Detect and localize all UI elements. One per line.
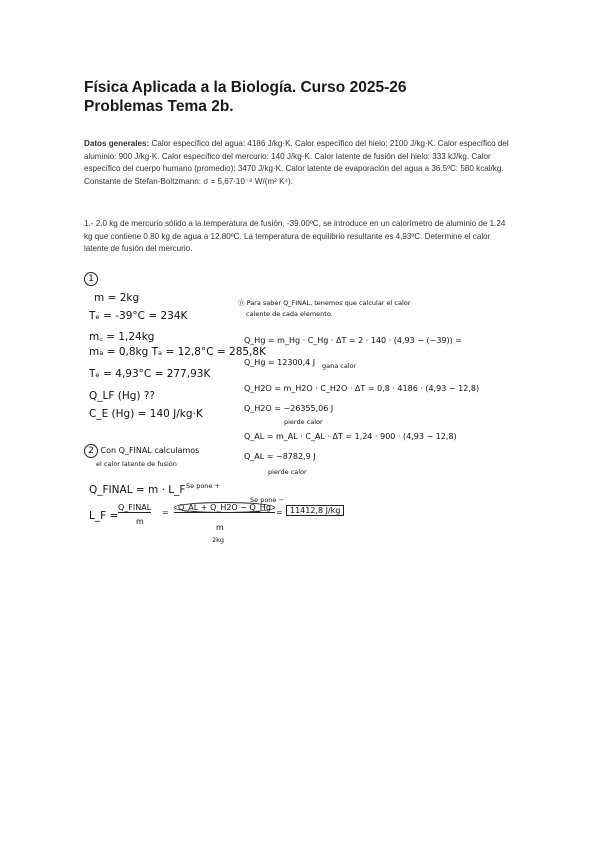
hw-pierde-calor-1: pierde calor xyxy=(284,418,323,426)
hw-fusion-temp: Tₑ = -39°C = 234K xyxy=(89,310,188,322)
hw-lf-lhs: L_F = xyxy=(89,510,119,522)
hw-qal-eq: Q_AL = m_AL · C_AL · ΔT = 1,24 · 900 · (4,93 − 12,8) xyxy=(244,432,457,441)
title-line-2: Problemas Tema 2b. xyxy=(84,98,234,115)
hw-equilibrium-temp: Tₑ = 4,93°C = 277,93K xyxy=(89,368,211,380)
step-1-marker: 1 xyxy=(84,272,98,286)
hw-specific-heat-hg: C_E (Hg) = 140 J/kg·K xyxy=(89,408,203,420)
step-2-marker: 2 xyxy=(84,444,98,458)
hw-qfinal-eq: Q_FINAL = m · L_F xyxy=(89,484,186,496)
hw-mass: m = 2kg xyxy=(94,292,140,304)
step-0-subtitle: calente de cada elemento. xyxy=(246,310,333,318)
general-data-paragraph xyxy=(84,138,512,188)
hw-qhg-note: gana calor xyxy=(322,362,357,370)
hw-lf-frac-num: Q_FINAL xyxy=(118,503,152,512)
title-line-1: Física Aplicada a la Biología. Curso 2025-26 xyxy=(84,79,407,96)
step-2-subheading: el calor latente de fusión xyxy=(96,460,177,468)
document-title xyxy=(84,78,406,116)
bleed-through-mark xyxy=(446,268,448,277)
hw-qal-val: Q_AL = −8782,9 J xyxy=(244,452,316,461)
hw-lf-eq-sign: = xyxy=(162,508,169,517)
hw-calorimeter-mass: m꜀ = 1,24kg xyxy=(89,331,155,343)
hw-lf-den-2kg: 2kg xyxy=(212,536,225,544)
hw-qh2o-eq: Q_H2O = m_H2O · C_H2O · ΔT = 0,8 · 4186 · (4,93 − 12,8) xyxy=(244,384,480,393)
hw-pierde-calor-2: pierde calor xyxy=(268,468,307,476)
hw-lf-den-m: m xyxy=(216,523,224,532)
hw-se-pone-minus: Se pone − xyxy=(250,496,284,504)
hw-lf-sum: Q_AL + Q_H2O − Q_Hg xyxy=(174,503,275,513)
hw-latent-heat-unknown: Q_LF (Hg) ?? xyxy=(89,390,155,402)
problem-statement: 1.- 2.0 kg de mercurio sólido a la temperatura de fusión, -39.00ºC, se introduce en un calorímetro de aluminio de 1.24 kg que contiene 0.80 kg de agua a 12.80ºC. La temperatura de equilibrio resultante es 4,93ºC. Determine el calor latente de fusión del mercurio. xyxy=(84,219,506,254)
hw-lf-result: 11412,8 J/kg xyxy=(286,506,344,515)
general-data-text: Calor específico del agua: 4186 J/kg·K. Calor específico del hielo: 2100 J/kg·K. Calor específico del aluminio: 900 J/kg·K. Calor específico del mercurio: 140 J/kg·K. Calor latente de fusión del hielo: 333 kJ/kg. Calor específico del cuerpo humano (promedio): 3470 J/kg·K. Calor latente de evaporación del agua a 36.5ºC: 580 kcal/kg. Constante de Stefan-Boltzmann: σ = 5,67·10⁻⁸ W/(m² K⁴). xyxy=(84,139,509,186)
hw-se-pone-plus: Se pone + xyxy=(186,482,220,490)
hw-qhg-eq: Q_Hg = m_Hg · C_Hg · ΔT = 2 · 140 · (4,93 − (−39)) = xyxy=(244,336,462,345)
hw-qhg-val: Q_Hg = 12300,4 J xyxy=(244,358,316,367)
hw-water-mass: mₐ = 0,8kg Tₐ = 12,8°C = 285,8K xyxy=(89,346,266,358)
step-2-heading: 2 Con Q_FINAL calculamos xyxy=(84,444,199,458)
hw-lf-frac-den: m xyxy=(136,517,144,526)
general-data-label: Datos generales: xyxy=(84,139,150,148)
hw-lf-eq-sign-2: = xyxy=(276,508,283,517)
hw-qh2o-val: Q_H2O = −26355,06 J xyxy=(244,404,334,413)
step-0-title: ⓪ Para saber Q_FINAL, tenemos que calcular el calor xyxy=(238,299,411,307)
